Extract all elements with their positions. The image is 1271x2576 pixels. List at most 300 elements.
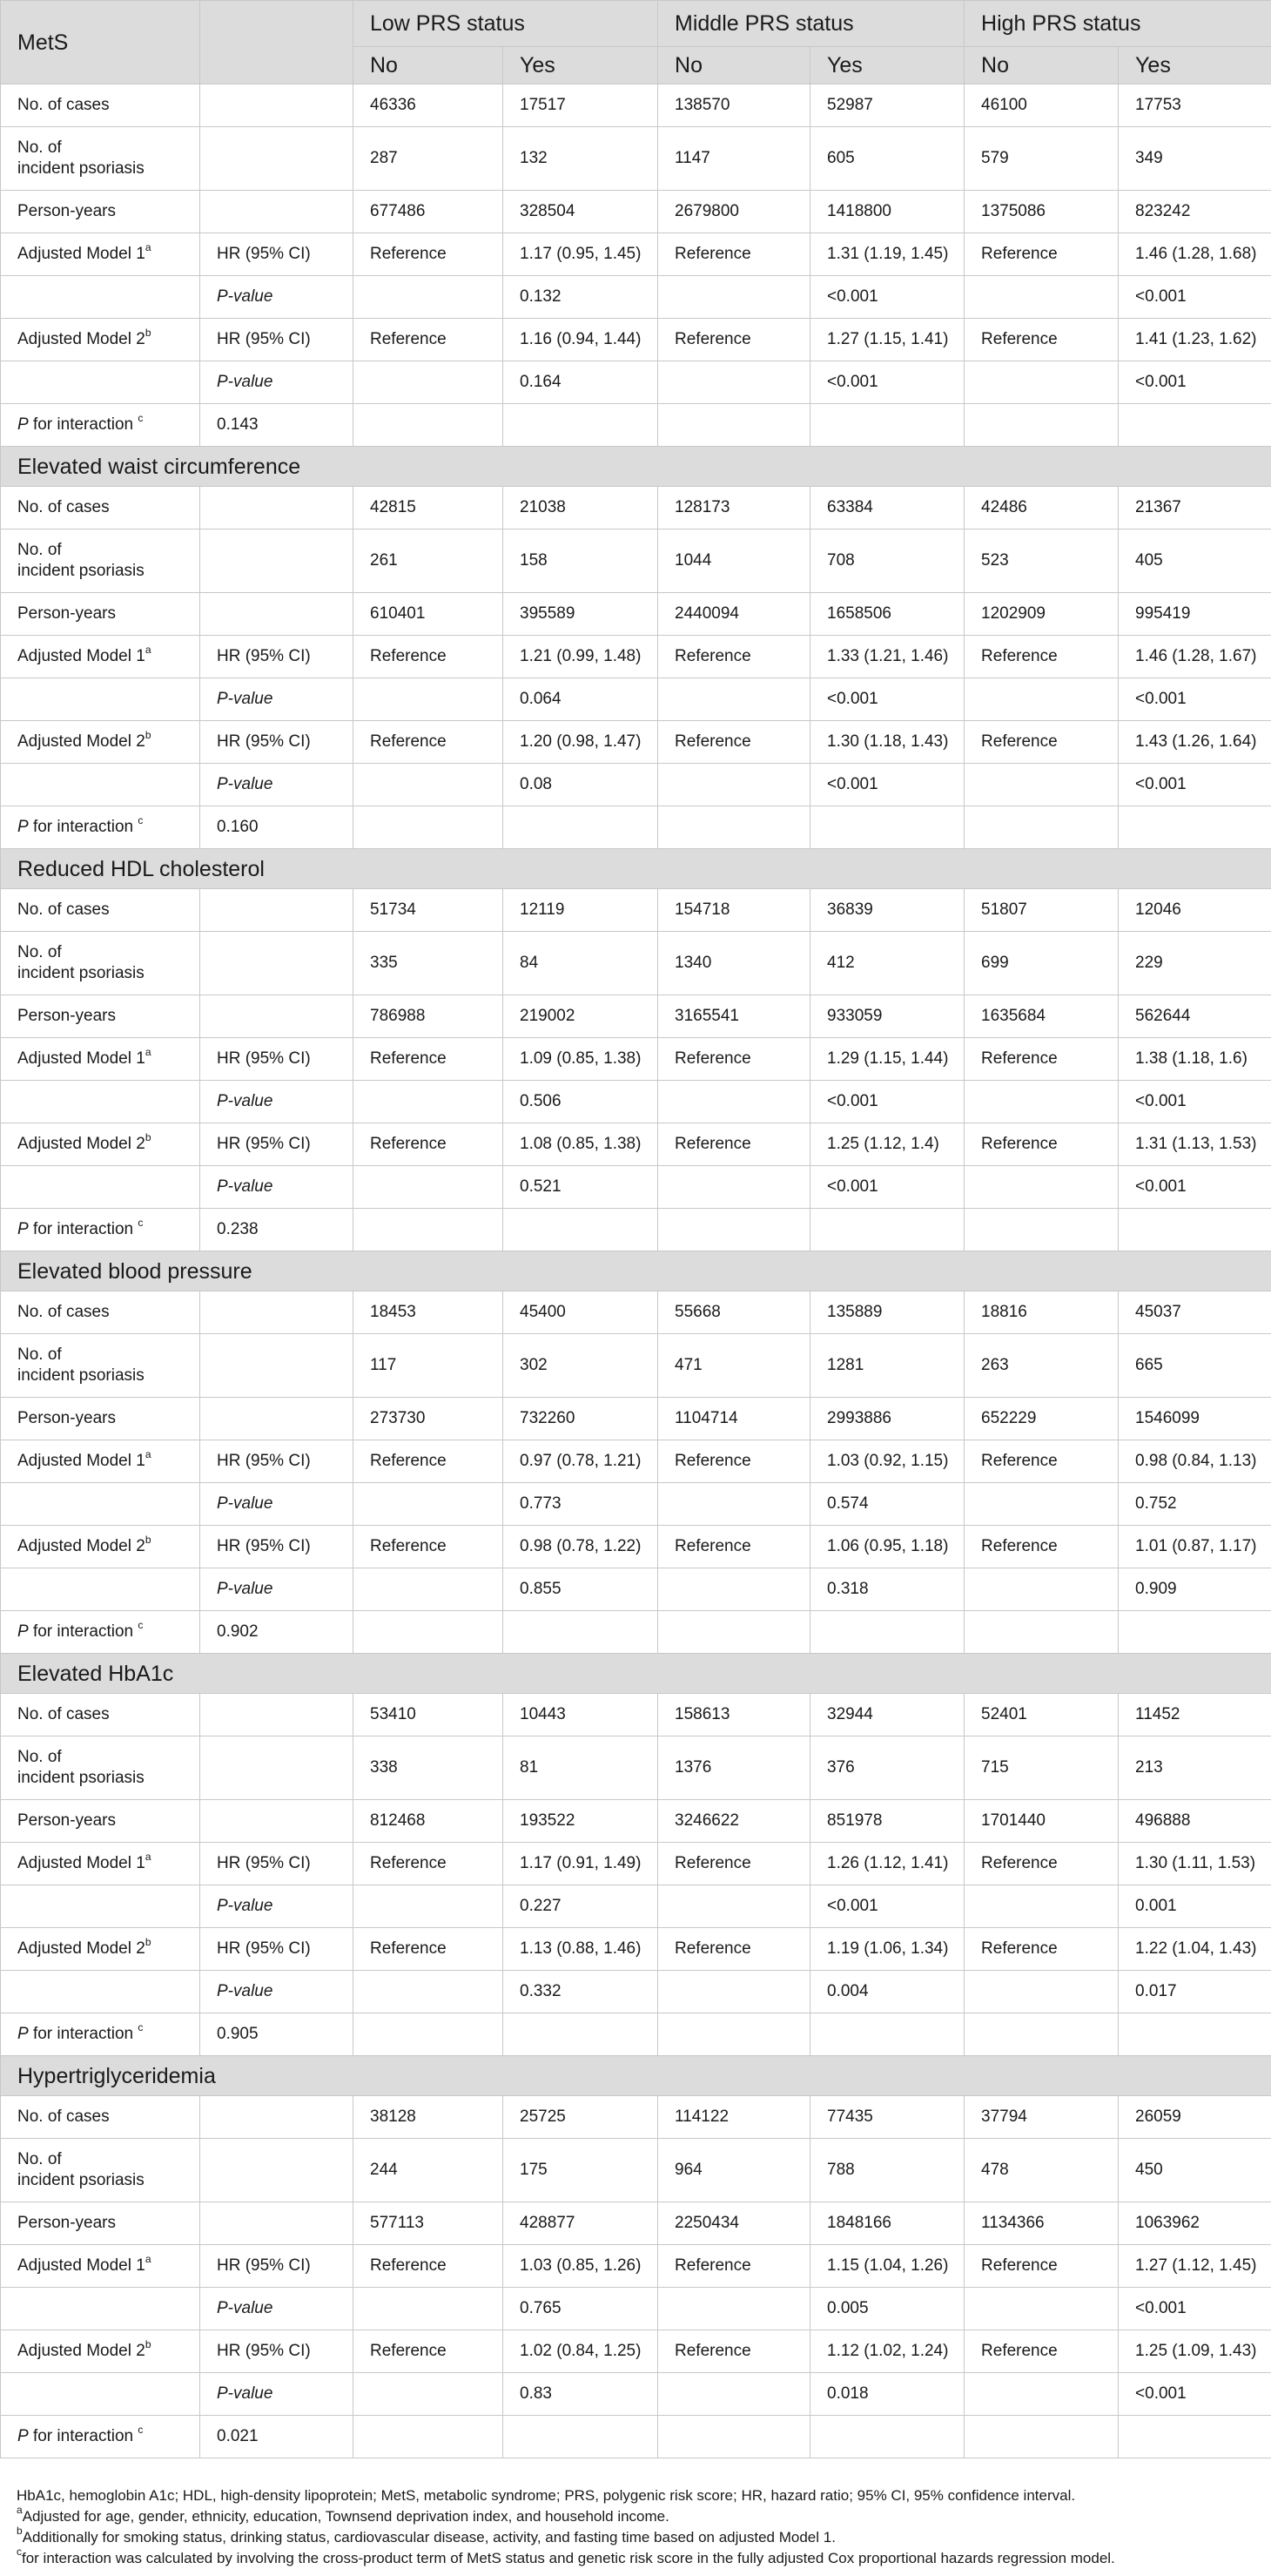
row-model1-p [1,1081,1271,1123]
row-label: Person-years [1,2202,200,2245]
person-years-cell: 562644 [1119,995,1271,1038]
row-sublabel: P-value [200,678,353,721]
row-incident [1,127,1271,191]
empty-cell [503,806,658,849]
model1-p-cell: <0.001 [1119,1081,1271,1123]
row-model1-hr [1,233,1271,276]
model2-p-cell [965,1166,1119,1209]
row-label: Person-years [1,593,200,636]
empty-cell [353,2416,503,2458]
incident-cell: 335 [353,932,503,995]
row-person-years [1,1800,1271,1843]
model2-hr-cell: 1.02 (0.84, 1.25) [503,2330,658,2373]
empty-cell [353,1209,503,1251]
row-sublabel [200,889,353,932]
model1-p-cell [965,678,1119,721]
row-label: P for interaction $^c$ [1,2013,200,2056]
row-sublabel: P-value [200,1568,353,1611]
empty-cell [965,2416,1119,2458]
empty-cell [965,404,1119,447]
row-label: Person-years [1,191,200,233]
model1-hr-cell: Reference [965,1038,1119,1081]
model2-p-cell [965,2373,1119,2416]
empty-cell [965,2013,1119,2056]
model2-p-cell [658,1166,810,1209]
incident-cell: 287 [353,127,503,191]
person-years-cell: 786988 [353,995,503,1038]
empty-cell [965,1209,1119,1251]
model1-p-cell: <0.001 [810,1885,965,1928]
model2-p-cell [353,1971,503,2013]
row-label: P for interaction $^c$ [1,1209,200,1251]
incident-cell: 715 [965,1736,1119,1800]
empty-cell [658,2013,810,2056]
row-sublabel [200,932,353,995]
row-label: Adjusted Model 1$^a$ [1,1038,200,1081]
footnote-b: $^b$Additionally for smoking status, drinking status, cardiovascular disease, activity, and fasting time based on adjusted Model 1. [17,2525,836,2546]
model1-p-cell: <0.001 [810,1081,965,1123]
row-sublabel: HR (95% CI) [200,636,353,678]
row-label: P for interaction $^c$ [1,2416,200,2458]
row-label: No. of incident psoriasis [1,127,200,191]
row-sublabel: HR (95% CI) [200,1123,353,1166]
cases-cell: 12119 [503,889,658,932]
model1-hr-cell: Reference [965,1440,1119,1483]
row-label: P for interaction $^c$ [1,1611,200,1654]
row-model1-hr [1,1038,1271,1081]
person-years-cell: 428877 [503,2202,658,2245]
model1-hr-cell: Reference [658,233,810,276]
row-person-years [1,2202,1271,2245]
section-header [1,1251,1271,1291]
person-years-cell: 652229 [965,1398,1119,1440]
row-label [1,678,200,721]
row-sublabel: HR (95% CI) [200,1526,353,1568]
row-model2-p [1,764,1271,806]
row-cases [1,2096,1271,2139]
header-mets: MetS [1,1,200,84]
model2-p-cell: 0.855 [503,1568,658,1611]
model2-hr-cell: Reference [658,319,810,361]
section-title: Elevated HbA1c [1,1654,1271,1694]
row-cases [1,84,1271,127]
model2-p-cell: 0.318 [810,1568,965,1611]
row-label: No. of cases [1,1291,200,1334]
footnote-a: $^a$Adjusted for age, gender, ethnicity, education, Townsend deprivation index, and household income. [17,2504,669,2525]
incident-cell: 478 [965,2139,1119,2202]
person-years-cell: 851978 [810,1800,965,1843]
incident-cell: 1147 [658,127,810,191]
cases-cell: 63384 [810,487,965,529]
model2-p-cell: <0.001 [1119,361,1271,404]
cases-cell: 128173 [658,487,810,529]
model2-p-cell: <0.001 [810,361,965,404]
person-years-cell: 273730 [353,1398,503,1440]
row-model1-hr [1,2245,1271,2288]
person-years-cell: 1635684 [965,995,1119,1038]
model1-hr-cell: 1.30 (1.11, 1.53) [1119,1843,1271,1885]
model2-p-cell: <0.001 [1119,764,1271,806]
row-label: No. of cases [1,2096,200,2139]
footnote-abbreviations: HbA1c, hemoglobin A1c; HDL, high-density lipoprotein; MetS, metabolic syndrome; PRS, polygenic risk score; HR, hazard ratio; 95% CI, 95% confidence interval. [17,2487,1076,2504]
row-incident [1,932,1271,995]
model2-p-cell [353,1166,503,1209]
model2-hr-cell: 1.25 (1.12, 1.4) [810,1123,965,1166]
row-model2-hr [1,1928,1271,1971]
model1-p-cell: 0.064 [503,678,658,721]
person-years-cell: 1202909 [965,593,1119,636]
model1-p-cell [658,1885,810,1928]
row-sublabel: P-value [200,1885,353,1928]
incident-cell: 450 [1119,2139,1271,2202]
model1-p-cell [658,1483,810,1526]
model2-hr-cell: 1.31 (1.13, 1.53) [1119,1123,1271,1166]
cases-cell: 32944 [810,1694,965,1736]
model1-p-cell [658,2288,810,2330]
model2-p-cell: <0.001 [810,1166,965,1209]
row-label: Adjusted Model 2$^b$ [1,2330,200,2373]
row-label: Adjusted Model 1$^a$ [1,636,200,678]
empty-cell [658,806,810,849]
model1-p-cell [965,2288,1119,2330]
model2-p-cell: <0.001 [1119,1166,1271,1209]
person-years-cell: 1546099 [1119,1398,1271,1440]
section-header [1,1654,1271,1694]
incident-cell: 523 [965,529,1119,593]
cases-cell: 17517 [503,84,658,127]
row-model1-p [1,1885,1271,1928]
empty-cell [503,2416,658,2458]
model2-hr-cell: 0.98 (0.78, 1.22) [503,1526,658,1568]
model1-p-cell [353,1483,503,1526]
empty-cell [965,806,1119,849]
person-years-cell: 577113 [353,2202,503,2245]
empty-cell [810,1209,965,1251]
model1-p-cell: <0.001 [1119,276,1271,319]
row-sublabel [200,487,353,529]
person-years-cell: 1848166 [810,2202,965,2245]
cases-cell: 25725 [503,2096,658,2139]
model1-hr-cell: Reference [353,636,503,678]
model2-hr-cell: Reference [965,1928,1119,1971]
row-sublabel: P-value [200,1081,353,1123]
model2-hr-cell: 1.08 (0.85, 1.38) [503,1123,658,1166]
model2-hr-cell: Reference [658,1526,810,1568]
row-label [1,276,200,319]
model1-hr-cell: 1.03 (0.85, 1.26) [503,2245,658,2288]
cases-cell: 21367 [1119,487,1271,529]
cases-cell: 42815 [353,487,503,529]
incident-cell: 349 [1119,127,1271,191]
model1-hr-cell: Reference [658,2245,810,2288]
model1-p-cell [353,276,503,319]
row-person-years [1,593,1271,636]
model2-hr-cell: 1.25 (1.09, 1.43) [1119,2330,1271,2373]
row-model1-p [1,276,1271,319]
cases-cell: 52401 [965,1694,1119,1736]
row-sublabel [200,127,353,191]
empty-cell [1119,404,1271,447]
row-model2-hr [1,1526,1271,1568]
row-interaction [1,1209,1271,1251]
row-label [1,1568,200,1611]
model2-hr-cell: Reference [658,1123,810,1166]
row-interaction [1,404,1271,447]
row-label: Person-years [1,1398,200,1440]
person-years-cell: 823242 [1119,191,1271,233]
model2-hr-cell: Reference [353,1928,503,1971]
model1-hr-cell: Reference [658,1440,810,1483]
model1-p-cell: <0.001 [1119,2288,1271,2330]
interaction-value: 0.902 [200,1611,353,1654]
model2-p-cell [658,2373,810,2416]
model1-p-cell: <0.001 [1119,678,1271,721]
incident-cell: 117 [353,1334,503,1398]
model2-hr-cell: 1.20 (0.98, 1.47) [503,721,658,764]
row-label [1,2373,200,2416]
incident-cell: 244 [353,2139,503,2202]
row-sublabel [200,1334,353,1398]
incident-cell: 964 [658,2139,810,2202]
section-title: Elevated waist circumference [1,447,1271,487]
row-sublabel [200,191,353,233]
row-sublabel: P-value [200,2373,353,2416]
row-sublabel: P-value [200,1166,353,1209]
model2-hr-cell: 1.41 (1.23, 1.62) [1119,319,1271,361]
cases-cell: 55668 [658,1291,810,1334]
cases-cell: 26059 [1119,2096,1271,2139]
row-label: P for interaction $^c$ [1,404,200,447]
row-label [1,1081,200,1123]
empty-cell [810,2013,965,2056]
model2-hr-cell: 1.43 (1.26, 1.64) [1119,721,1271,764]
model2-p-cell [965,764,1119,806]
interaction-value: 0.905 [200,2013,353,2056]
header-row-groups [1,1,1271,47]
model1-hr-cell: Reference [353,1038,503,1081]
person-years-cell: 193522 [503,1800,658,1843]
incident-cell: 84 [503,932,658,995]
row-model2-p [1,2373,1271,2416]
model1-hr-cell: 1.17 (0.91, 1.49) [503,1843,658,1885]
row-label: No. of incident psoriasis [1,932,200,995]
row-label: No. of cases [1,889,200,932]
model2-p-cell [353,2373,503,2416]
person-years-cell: 328504 [503,191,658,233]
incident-cell: 405 [1119,529,1271,593]
incident-cell: 229 [1119,932,1271,995]
row-label: No. of cases [1,487,200,529]
person-years-cell: 995419 [1119,593,1271,636]
cases-cell: 154718 [658,889,810,932]
model1-p-cell: 0.773 [503,1483,658,1526]
row-sublabel: P-value [200,2288,353,2330]
row-model2-hr [1,2330,1271,2373]
cases-cell: 46100 [965,84,1119,127]
empty-cell [1119,2013,1271,2056]
cases-cell: 45037 [1119,1291,1271,1334]
model2-hr-cell: 1.16 (0.94, 1.44) [503,319,658,361]
model1-hr-cell: Reference [353,1440,503,1483]
empty-cell [810,2416,965,2458]
person-years-cell: 732260 [503,1398,658,1440]
cases-cell: 42486 [965,487,1119,529]
model2-hr-cell: 1.19 (1.06, 1.34) [810,1928,965,1971]
model1-hr-cell: Reference [965,233,1119,276]
row-model2-hr [1,1123,1271,1166]
row-model1-hr [1,1440,1271,1483]
row-label: No. of cases [1,84,200,127]
model1-p-cell [353,2288,503,2330]
row-label: P for interaction $^c$ [1,806,200,849]
model1-p-cell [658,276,810,319]
incident-cell: 788 [810,2139,965,2202]
model2-p-cell [658,764,810,806]
cases-cell: 38128 [353,2096,503,2139]
header-high-yes: Yes [1119,47,1271,84]
row-model2-p [1,361,1271,404]
row-label: No. of incident psoriasis [1,1736,200,1800]
row-label [1,2288,200,2330]
model1-p-cell: 0.506 [503,1081,658,1123]
empty-cell [965,1611,1119,1654]
interaction-value: 0.143 [200,404,353,447]
model1-hr-cell: 1.09 (0.85, 1.38) [503,1038,658,1081]
row-label [1,1971,200,2013]
model1-p-cell [658,1081,810,1123]
model2-hr-cell: Reference [965,721,1119,764]
model2-p-cell [965,1971,1119,2013]
incident-cell: 261 [353,529,503,593]
incident-cell: 81 [503,1736,658,1800]
section-title: Hypertriglyceridemia [1,2056,1271,2096]
cases-cell: 138570 [658,84,810,127]
model1-hr-cell: 1.29 (1.15, 1.44) [810,1038,965,1081]
empty-cell [503,2013,658,2056]
cases-cell: 114122 [658,2096,810,2139]
empty-cell [810,806,965,849]
row-label [1,1885,200,1928]
row-sublabel [200,1694,353,1736]
row-sublabel: P-value [200,1971,353,2013]
incident-cell: 263 [965,1334,1119,1398]
cases-cell: 46336 [353,84,503,127]
person-years-cell: 2679800 [658,191,810,233]
model2-hr-cell: Reference [658,1928,810,1971]
model1-p-cell: 0.005 [810,2288,965,2330]
row-label: No. of cases [1,1694,200,1736]
model2-hr-cell: Reference [965,319,1119,361]
model2-p-cell: 0.83 [503,2373,658,2416]
header-low-prs: Low PRS status [353,1,658,47]
model1-hr-cell: Reference [353,2245,503,2288]
model2-p-cell: <0.001 [1119,2373,1271,2416]
row-label [1,1166,200,1209]
row-sublabel: HR (95% CI) [200,319,353,361]
row-sublabel [200,593,353,636]
model2-hr-cell: 1.30 (1.18, 1.43) [810,721,965,764]
model2-p-cell [965,1568,1119,1611]
model2-hr-cell: 1.27 (1.15, 1.41) [810,319,965,361]
interaction-value: 0.238 [200,1209,353,1251]
row-sublabel [200,1800,353,1843]
header-high-no: No [965,47,1119,84]
model2-hr-cell: 1.22 (1.04, 1.43) [1119,1928,1271,1971]
person-years-cell: 1418800 [810,191,965,233]
model2-p-cell [658,361,810,404]
empty-cell [1119,1611,1271,1654]
model2-p-cell [658,1568,810,1611]
row-label: Adjusted Model 1$^a$ [1,233,200,276]
row-person-years [1,191,1271,233]
model2-p-cell: 0.004 [810,1971,965,2013]
empty-cell [503,1611,658,1654]
model1-p-cell [965,1885,1119,1928]
header-blank [200,1,353,84]
row-interaction [1,2013,1271,2056]
cases-cell: 53410 [353,1694,503,1736]
model2-hr-cell: 1.01 (0.87, 1.17) [1119,1526,1271,1568]
incident-cell: 1281 [810,1334,965,1398]
incident-cell: 412 [810,932,965,995]
row-interaction [1,1611,1271,1654]
row-sublabel [200,1736,353,1800]
cases-cell: 17753 [1119,84,1271,127]
row-label: Adjusted Model 2$^b$ [1,721,200,764]
person-years-cell: 3165541 [658,995,810,1038]
person-years-cell: 395589 [503,593,658,636]
cases-cell: 45400 [503,1291,658,1334]
row-model2-hr [1,721,1271,764]
incident-cell: 376 [810,1736,965,1800]
model2-hr-cell: Reference [353,1123,503,1166]
model2-hr-cell: Reference [965,1526,1119,1568]
model1-hr-cell: 1.33 (1.21, 1.46) [810,636,965,678]
incident-cell: 665 [1119,1334,1271,1398]
row-label: Adjusted Model 1$^a$ [1,1843,200,1885]
cases-cell: 135889 [810,1291,965,1334]
model1-hr-cell: 1.27 (1.12, 1.45) [1119,2245,1271,2288]
cases-cell: 37794 [965,2096,1119,2139]
incident-cell: 338 [353,1736,503,1800]
model1-p-cell: 0.574 [810,1483,965,1526]
model1-hr-cell: 1.31 (1.19, 1.45) [810,233,965,276]
person-years-cell: 677486 [353,191,503,233]
model2-p-cell [353,1568,503,1611]
model2-hr-cell: Reference [353,319,503,361]
model1-p-cell [353,678,503,721]
row-label: No. of incident psoriasis [1,529,200,593]
person-years-cell: 933059 [810,995,965,1038]
cases-cell: 18816 [965,1291,1119,1334]
row-sublabel: P-value [200,1483,353,1526]
model1-hr-cell: Reference [658,1843,810,1885]
model2-p-cell [965,361,1119,404]
model2-hr-cell: Reference [965,1123,1119,1166]
empty-cell [658,1209,810,1251]
section-title: Reduced HDL cholesterol [1,849,1271,889]
row-cases [1,1291,1271,1334]
row-model2-p [1,1568,1271,1611]
person-years-cell: 1701440 [965,1800,1119,1843]
header-high-prs: High PRS status [965,1,1271,47]
model1-p-cell: 0.752 [1119,1483,1271,1526]
model2-hr-cell: Reference [353,1526,503,1568]
row-sublabel: P-value [200,764,353,806]
row-interaction [1,806,1271,849]
cases-cell: 51734 [353,889,503,932]
model1-hr-cell: 1.21 (0.99, 1.48) [503,636,658,678]
